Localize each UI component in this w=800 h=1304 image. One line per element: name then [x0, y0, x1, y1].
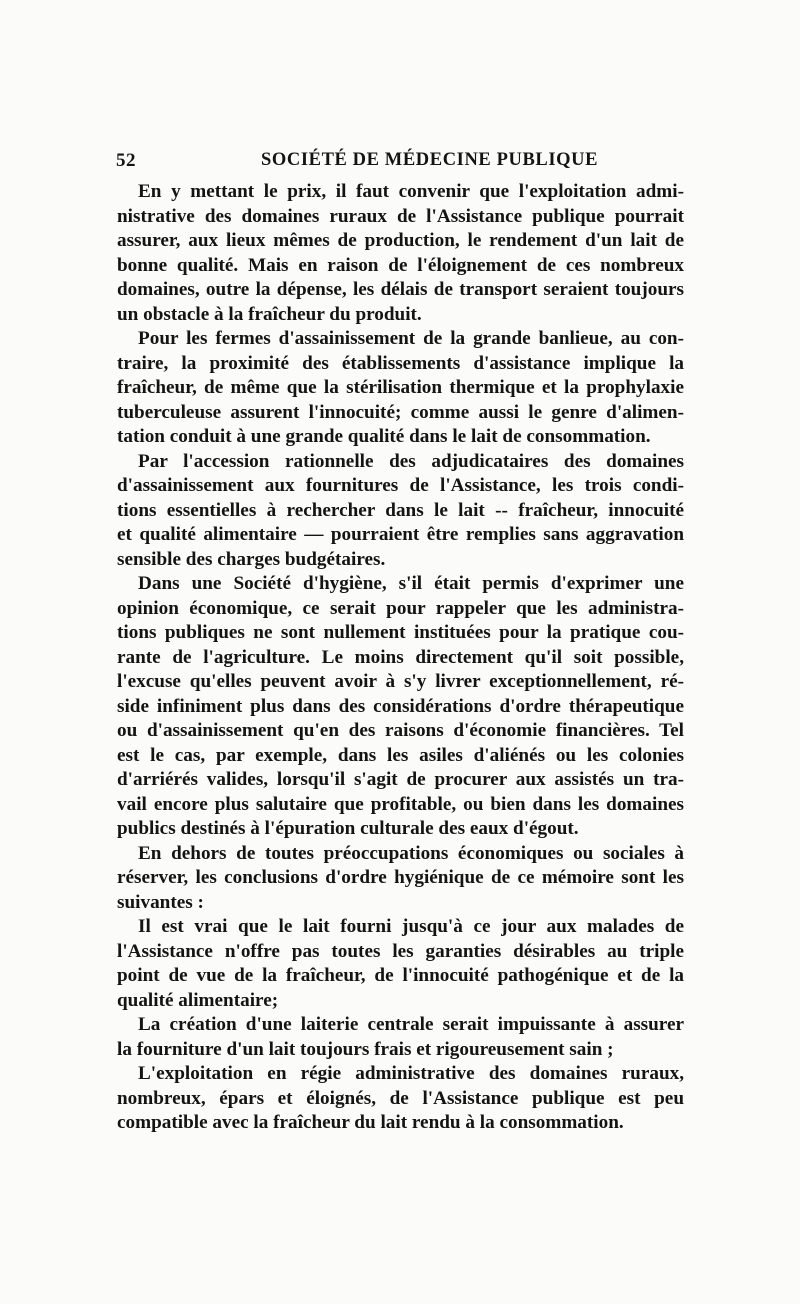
text-line: assurer, aux lieux mêmes de production, le rendement d'un lait de — [117, 230, 684, 251]
text-line: sensible des charges budgétaires. — [117, 548, 386, 570]
text-line: nombreux, épars et éloignés, de l'Assistance publique est peu — [117, 1087, 684, 1109]
text-line: opinion économique, ce serait pour rappeler que les administra- — [117, 597, 684, 619]
paragraph — [117, 1062, 684, 1136]
text-line: Par l'accession rationnelle des adjudicataires des domaines — [138, 450, 684, 472]
text-line: tions essentielles à rechercher dans le lait -- fraîcheur, innocuité — [117, 499, 684, 521]
text-line: tation conduit à une grande qualité dans le lait de consommation. — [117, 426, 651, 447]
paragraph — [117, 180, 684, 327]
text-line: compatible avec la fraîcheur du lait rendu à la consommation. — [117, 1112, 624, 1133]
text-line: tions publiques ne sont nullement instituées pour la pratique cou- — [117, 622, 684, 643]
text-line: Dans une Société d'hygiène, s'il était permis d'exprimer une — [138, 573, 684, 594]
running-title: SOCIÉTÉ DE MÉDECINE PUBLIQUE — [261, 150, 599, 170]
paragraph — [117, 915, 684, 1013]
text-line: La création d'une laiterie centrale serait impuissante à assurer — [138, 1014, 684, 1035]
text-line: d'arriérés valides, lorsqu'il s'agit de procurer aux assistés un tra- — [117, 769, 684, 790]
text-line: bonne qualité. Mais en raison de l'éloignement de ces nombreux — [117, 254, 684, 276]
body-text — [117, 180, 684, 1136]
text-line: l'Assistance n'offre pas toutes les garanties désirables au triple — [117, 940, 684, 962]
paragraph — [117, 327, 684, 450]
text-line: Pour les fermes d'assainissement de la grande banlieue, au con- — [138, 328, 684, 349]
text-line: side infiniment plus dans des considérations d'ordre thérapeutique — [117, 695, 684, 717]
text-line: et qualité alimentaire — pourraient être remplies sans aggravation — [117, 524, 684, 545]
paragraph — [117, 1013, 684, 1062]
text-line: est le cas, par exemple, dans les asiles d'aliénés ou les colonies — [117, 744, 684, 766]
text-line: tuberculeuse assurent l'innocuité; comme aussi le genre d'alimen- — [117, 401, 684, 423]
text-line: suivantes : — [117, 891, 204, 913]
text-line: publics destinés à l'épuration culturale des eaux d'égout. — [117, 818, 579, 839]
text-line: L'exploitation en régie administrative des domaines ruraux, — [138, 1063, 684, 1084]
text-line: un obstacle à la fraîcheur du produit. — [117, 303, 422, 325]
page-number: 52 — [116, 150, 136, 171]
text-line: nistrative des domaines ruraux de l'Assistance publique pourrait — [117, 205, 684, 227]
text-line: Il est vrai que le lait fourni jusqu'à ce jour aux malades de — [138, 916, 684, 937]
text-line: la fourniture d'un lait toujours frais et rigoureusement sain ; — [117, 1038, 614, 1060]
paragraph — [117, 842, 684, 916]
text-line: l'excuse qu'elles peuvent avoir à s'y livrer exceptionnellement, ré- — [117, 671, 684, 692]
text-line: En dehors de toutes préoccupations économiques ou sociales à — [138, 842, 684, 864]
text-line: réserver, les conclusions d'ordre hygiénique de ce mémoire sont les — [117, 867, 684, 888]
text-line: point de vue de la fraîcheur, de l'innocuité pathogénique et de la — [117, 965, 684, 986]
text-line: qualité alimentaire; — [117, 989, 279, 1011]
text-line: d'assainissement aux fournitures de l'Assistance, les trois condi- — [117, 475, 684, 496]
text-line: domaines, outre la dépense, les délais de transport seraient toujours — [117, 279, 684, 300]
text-line: ou d'assainissement qu'en des raisons d'économie financières. Tel — [117, 720, 684, 741]
text-line: rante de l'agriculture. Le moins directement qu'il soit possible, — [117, 646, 684, 668]
text-line: En y mettant le prix, il faut convenir que l'exploitation admi- — [138, 181, 684, 202]
page-header — [112, 150, 672, 176]
paragraph — [117, 572, 684, 842]
text-line: fraîcheur, de même que la stérilisation thermique et la prophylaxie — [117, 377, 684, 398]
text-line: traire, la proximité des établissements d'assistance implique la — [117, 352, 684, 374]
text-line: vail encore plus salutaire que profitable, ou bien dans les domaines — [117, 793, 684, 815]
paragraph — [117, 450, 684, 573]
